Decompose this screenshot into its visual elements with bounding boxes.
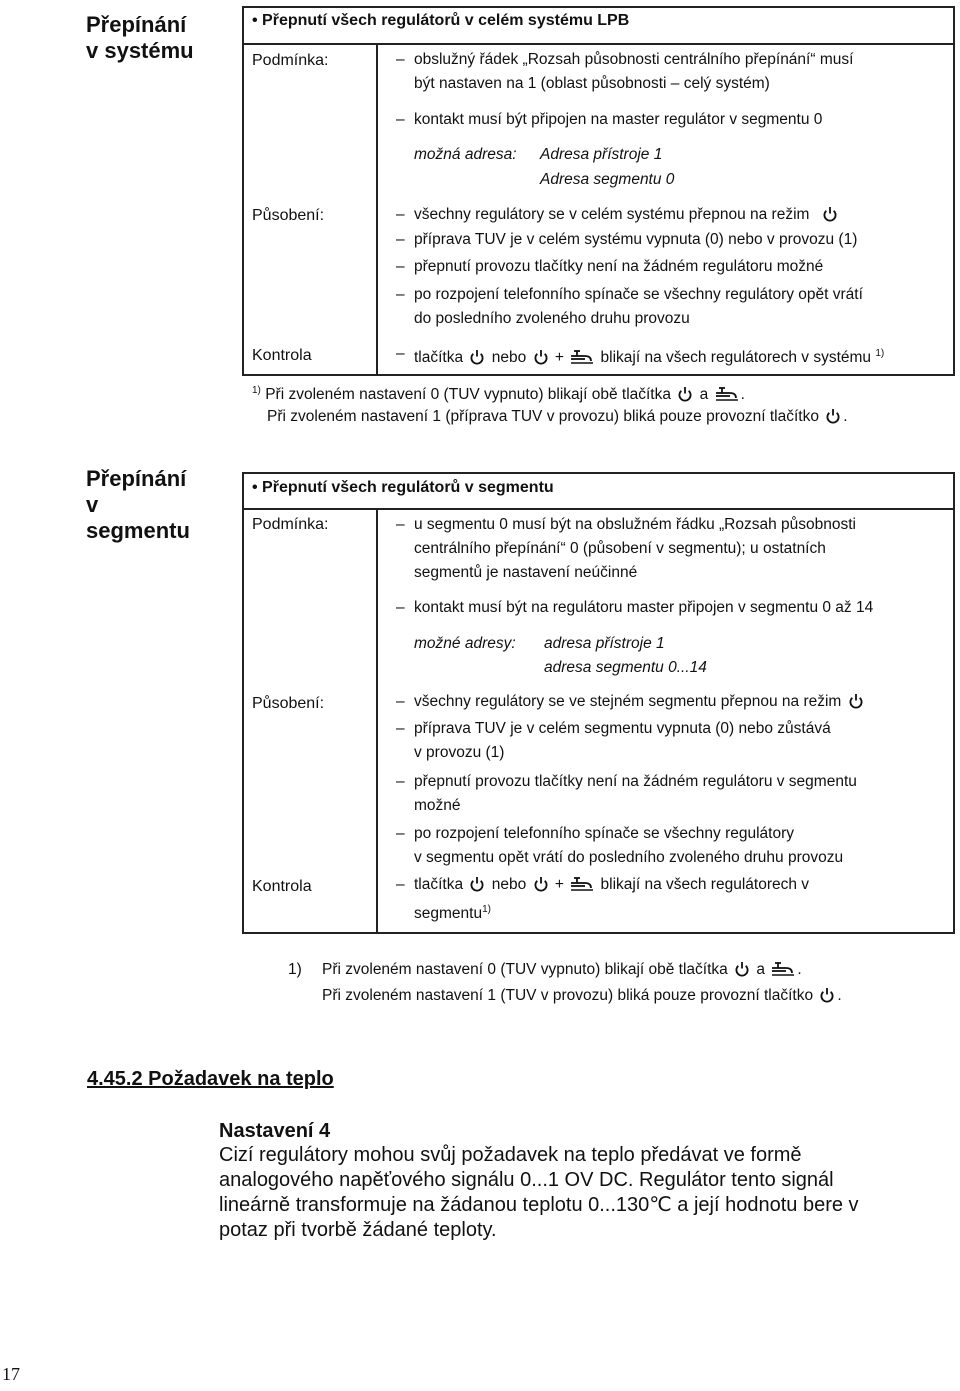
system-header-divider [242,43,955,45]
check-text: blikají na všech regulátorech v [600,876,810,893]
system-table-header: • Přepnutí všech regulátorů v celém systému LPB [252,12,630,29]
standby-icon [825,408,841,424]
system-title-line-2: v systému [86,38,194,63]
system-check-line [414,342,884,370]
system-label-divider [376,43,378,376]
standby-icon [533,876,549,892]
footnote-text: Při zvoleném nastavení 1 (TUV v provozu) bliká pouze provozní tlačítko [322,987,814,1004]
check-text: blikají na všech regulátorech v systému [600,349,872,367]
footnote-text: . [837,987,842,1004]
paragraph-line: potaz při tvorbě žádané teploty. [219,1219,497,1241]
segment-header-text: Přepnutí všech regulátorů v segmentu [262,479,554,496]
segment-address-label: možné adresy: [414,635,516,652]
page-number: 17 [2,1364,20,1384]
segment-address-1: adresa přístroje 1 [544,635,665,652]
section-heading: 4.45.2 Požadavek na teplo [87,1068,334,1090]
system-section-title [86,12,194,64]
system-condition-2: kontakt musí být připojen na master regulátor v segmentu 0 [414,111,823,128]
dash: – [396,693,405,710]
footnote-text: . [740,386,745,404]
dash: – [396,516,405,533]
system-title-line-1: Přepínání [86,12,187,37]
system-header-text: Přepnutí všech regulátorů v celém systému LPB [262,12,630,29]
segment-effect-label: Působení: [252,695,325,712]
segment-condition-2: kontakt musí být na regulátoru master připojen v segmentu 0 až 14 [414,599,874,616]
check-text: tlačítka [414,349,464,367]
standby-icon [469,349,485,365]
footnote-text: Při zvoleném nastavení 0 (TUV vypnuto) blikají obě tlačítka [265,386,671,404]
system-effect-1-text: všechny regulátory se v celém systému přepnou na režim [414,206,810,223]
segment-check-label: Kontrola [252,878,312,895]
standby-icon [822,206,838,222]
dash: – [396,876,405,893]
system-address-2: Adresa segmentu 0 [540,171,675,188]
system-effect-2: příprava TUV je v celém systému vypnuta (0) nebo v provozu (1) [414,231,858,248]
standby-icon [819,987,835,1003]
segment-title-line-3: segmentu [86,518,190,543]
standby-icon [677,386,693,402]
system-footnote-line-2 [267,404,848,430]
dash: – [396,111,405,128]
footnote-text: Při zvoleném nastavení 1 (příprava TUV v provozu) bliká pouze provozní tlačítko [267,408,819,425]
system-address-label: možná adresa: [414,146,517,163]
hot-water-tap-icon [771,961,795,977]
system-check-label: Kontrola [252,347,312,364]
segment-section-title [86,466,190,544]
segment-address-2: adresa segmentu 0...14 [544,659,707,676]
standby-icon [469,876,485,892]
segment-label-divider [376,508,378,934]
footnote-text: . [843,408,848,425]
footnote-text: . [797,961,802,978]
dash: – [396,286,405,303]
system-effect-4-cont: do posledního zvoleného druhu provozu [414,310,690,327]
paragraph-line: Cizí regulátory mohou svůj požadavek na teplo předávat ve formě [219,1144,802,1166]
paragraph-line: analogového napěťového signálu 0...1 OV DC. Regulátor tento signál [219,1169,834,1191]
segment-title-line-2: v [86,492,99,517]
dash: – [396,345,405,362]
system-address-1: Adresa přístroje 1 [540,146,663,163]
segment-check-line [414,873,809,897]
section-body [219,1120,944,1243]
segment-effect-1 [414,690,866,714]
dash: – [396,258,405,275]
segment-conditions-label: Podmínka: [252,516,329,533]
system-condition-1-cont: být nastaven na 1 (oblast působnosti – celý systém) [414,75,770,92]
dash: – [396,51,405,68]
system-condition-1: obslužný řádek „Rozsah působnosti centrálního přepínání“ musí [414,51,854,68]
segment-effect-2: příprava TUV je v celém segmentu vypnuta (0) nebo zůstává [414,720,831,737]
segment-title-line-1: Přepínání [86,466,187,491]
hot-water-tap-icon [570,349,594,365]
system-effect-label: Působení: [252,207,325,224]
segment-condition-1-cont: centrálního přepínání“ 0 (působení v segmentu); u ostatních [414,540,826,557]
dash: – [396,206,405,223]
paragraph-line: lineárně transformuje na žádanou teplotu 0...130℃ a její hodnotu bere v [219,1194,859,1216]
segment-effect-2-cont: v provozu (1) [414,744,505,761]
system-effect-1 [414,203,840,227]
check-text: segmentu [414,905,483,923]
standby-icon [533,349,549,365]
dash: – [396,599,405,616]
standby-icon [734,961,750,977]
dash: – [396,231,405,248]
segment-condition-1: u segmentu 0 musí být na obslužném řádku „Rozsah působnosti [414,516,856,533]
check-text: + [554,349,564,367]
footnote-text: a [756,961,766,978]
footnote-marker: 1) [252,385,261,396]
segment-footnote-number: 1) [288,961,302,978]
segment-check-line-cont [414,898,491,926]
system-effect-3: přepnutí provozu tlačítky není na žádném regulátoru možné [414,258,824,275]
segment-effect-3-cont: možné [414,797,461,814]
check-text: + [554,876,564,893]
standby-icon [848,693,864,709]
segment-effect-3: přepnutí provozu tlačítky není na žádném regulátoru v segmentu [414,773,857,790]
segment-header-divider [242,508,955,510]
system-conditions-label: Podmínka: [252,52,329,69]
dash: – [396,825,405,842]
hot-water-tap-icon [570,876,594,892]
segment-footnote-line-2 [322,983,842,1009]
dash: – [396,773,405,790]
segment-effect-1-text: všechny regulátory se ve stejném segmentu přepnou na režim [414,693,842,710]
segment-condition-1-cont: segmentů je nastavení neúčinné [414,564,638,581]
check-text: nebo [491,349,527,367]
check-text: tlačítka [414,876,464,893]
footnote-marker: 1) [482,904,491,915]
dash: – [396,720,405,737]
footnote-text: a [699,386,709,404]
segment-effect-4: po rozpojení telefonního spínače se všechny regulátory [414,825,794,842]
hot-water-tap-icon [715,386,739,402]
system-effect-4: po rozpojení telefonního spínače se všechny regulátory opět vrátí [414,286,863,303]
section-subtitle: Nastavení 4 [219,1120,331,1142]
segment-table-header: • Přepnutí všech regulátorů v segmentu [252,479,554,496]
segment-footnote-line-1 [322,957,802,983]
footnote-text: Při zvoleném nastavení 0 (TUV vypnuto) blikají obě tlačítka [322,961,728,978]
footnote-marker: 1) [875,348,885,359]
check-text: nebo [491,876,527,893]
segment-effect-4-cont: v segmentu opět vrátí do posledního zvoleného druhu provozu [414,849,844,866]
